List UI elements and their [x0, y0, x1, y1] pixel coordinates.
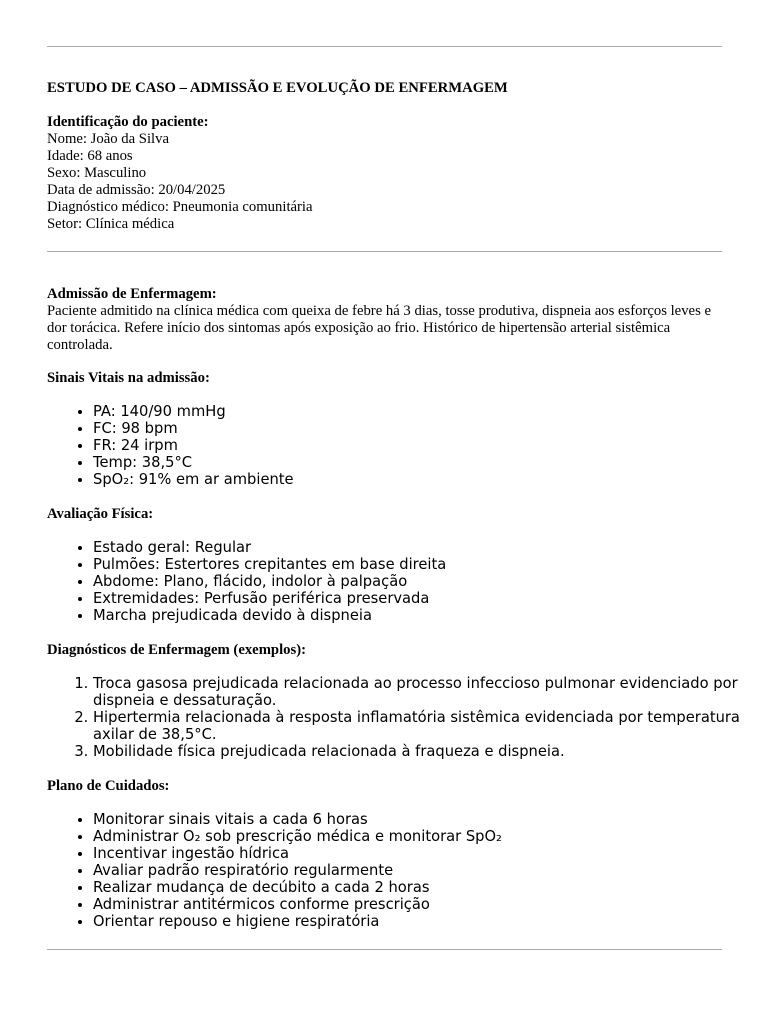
- list-item: • Extremidades: Perfusão periférica preservada: [93, 590, 768, 607]
- patient-identification: [47, 114, 722, 233]
- top-divider: [47, 46, 722, 47]
- list-item: • Estado geral: Regular: [93, 539, 768, 556]
- list-item: • SpO₂: 91% em ar ambiente: [93, 471, 768, 488]
- list-item: • Monitorar sinais vitais a cada 6 horas: [93, 811, 768, 828]
- middle-divider: [47, 251, 722, 252]
- physical-exam-list: [47, 539, 768, 624]
- list-item: • Orientar repouso e higiene respiratória: [93, 913, 768, 930]
- list-item: 3. Mobilidade física prejudicada relacionada à fraqueza e dispneia.: [93, 743, 743, 760]
- identification-heading: Identificação do paciente:: [47, 114, 209, 130]
- list-item: • PA: 140/90 mmHg: [93, 403, 768, 420]
- admission-heading: Admissão de Enfermagem:: [47, 286, 217, 302]
- list-item: • Abdome: Plano, flácido, indolor à palpação: [93, 573, 768, 590]
- list-item: • Pulmões: Estertores crepitantes em base direita: [93, 556, 768, 573]
- patient-name: Nome: João da Silva: [47, 131, 169, 147]
- care-plan-heading: Plano de Cuidados:: [47, 778, 170, 794]
- document-title: ESTUDO DE CASO – ADMISSÃO E EVOLUÇÃO DE ENFERMAGEM: [47, 80, 508, 96]
- list-item: • Realizar mudança de decúbito a cada 2 horas: [93, 879, 768, 896]
- list-item: 1. Troca gasosa prejudicada relacionada ao processo infeccioso pulmonar evidenciado por dispneia e dessaturação.: [93, 675, 743, 709]
- vital-signs-heading: Sinais Vitais na admissão:: [47, 370, 210, 386]
- nursing-admission: [47, 286, 722, 354]
- nursing-diagnoses-heading: Diagnósticos de Enfermagem (exemplos):: [47, 642, 307, 658]
- vital-signs-list: [47, 403, 768, 488]
- list-item: • Incentivar ingestão hídrica: [93, 845, 768, 862]
- care-plan-list: [47, 811, 768, 930]
- physical-exam-heading: Avaliação Física:: [47, 506, 154, 522]
- nursing-diagnoses-list: [47, 675, 743, 760]
- admission-date: Data de admissão: 20/04/2025: [47, 182, 226, 198]
- list-item: 2. Hipertermia relacionada à resposta inflamatória sistêmica evidenciada por temperatura axilar de 38,5°C.: [93, 709, 743, 743]
- list-item: • Administrar antitérmicos conforme prescrição: [93, 896, 768, 913]
- list-item: • Administrar O₂ sob prescrição médica e monitorar SpO₂: [93, 828, 768, 845]
- patient-sex: Sexo: Masculino: [47, 165, 147, 181]
- medical-diagnosis: Diagnóstico médico: Pneumonia comunitária: [47, 199, 313, 215]
- sector: Setor: Clínica médica: [47, 216, 175, 232]
- patient-age: Idade: 68 anos: [47, 148, 133, 164]
- list-item: • Temp: 38,5°C: [93, 454, 768, 471]
- admission-text: Paciente admitido na clínica médica com queixa de febre há 3 dias, tosse produtiva, dispneia aos esforços leves e dor torácica. Refere início dos sintomas após exposição ao frio. Histórico de hipertensão arterial sistêmica controlada.: [47, 303, 711, 353]
- bottom-divider: [47, 949, 722, 950]
- list-item: • FR: 24 irpm: [93, 437, 768, 454]
- list-item: • Avaliar padrão respiratório regularmente: [93, 862, 768, 879]
- list-item: • FC: 98 bpm: [93, 420, 768, 437]
- list-item: • Marcha prejudicada devido à dispneia: [93, 607, 768, 624]
